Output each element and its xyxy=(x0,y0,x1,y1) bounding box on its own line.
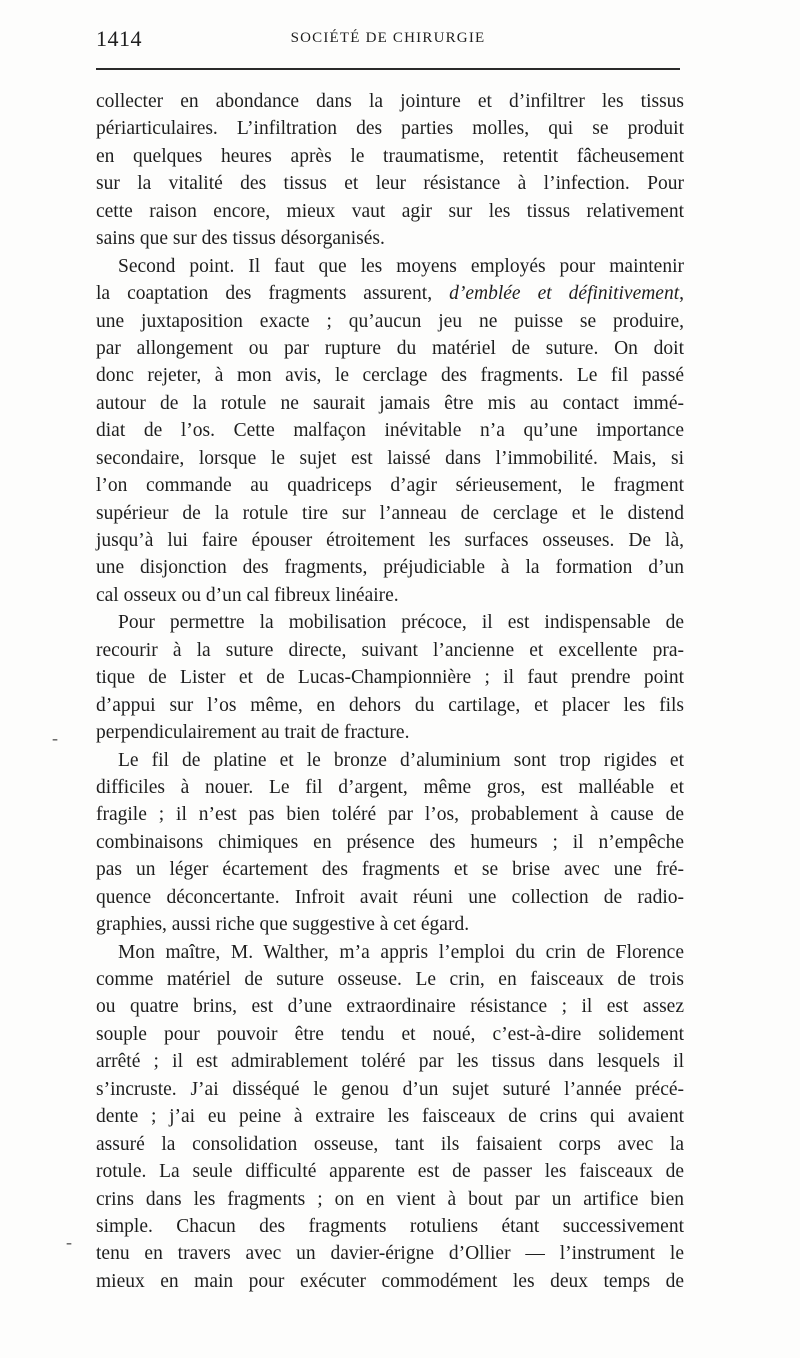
text-line: quence déconcertante. Infroit avait réuni une collection de radio- xyxy=(96,886,684,908)
text-line: recourir à la suture directe, suivant l’ancienne et excellente pra- xyxy=(96,639,684,661)
text-line: donc rejeter, à mon avis, le cerclage des fragments. Le fil passé xyxy=(96,365,684,387)
margin-mark: - xyxy=(52,728,58,748)
paragraph xyxy=(96,88,684,253)
page-header xyxy=(96,26,680,56)
text-line: difficiles à nouer. Le fil d’argent, même gros, est malléable et xyxy=(96,776,684,798)
text-line: périarticulaires. L’infiltration des parties molles, qui se produit xyxy=(96,118,684,140)
text-line: Mon maître, M. Walther, m’a appris l’emploi du crin de Florence xyxy=(118,941,684,963)
paragraph xyxy=(96,747,684,939)
paragraph xyxy=(96,939,684,1296)
text-line: en quelques heures après le traumatisme, retentit fâcheusement xyxy=(96,145,684,167)
text-line: perpendiculairement au trait de fracture. xyxy=(96,722,410,744)
text-line: cal osseux ou d’un cal fibreux linéaire. xyxy=(96,584,399,606)
margin-mark: - xyxy=(66,1232,72,1252)
emphasis: d’emblée et définitivement xyxy=(449,283,680,305)
text-line: tique de Lister et de Lucas-Championnière ; il faut prendre point xyxy=(96,667,684,689)
text-line: cette raison encore, mieux vaut agir sur les tissus relativement xyxy=(96,200,684,222)
text-line: arrêté ; il est admirablement toléré par les tissus dans lesquels il xyxy=(96,1051,684,1073)
text-line: graphies, aussi riche que suggestive à cet égard. xyxy=(96,914,470,936)
text-line: la coaptation des fragments assurent, d’emblée et définitivement, xyxy=(96,283,685,305)
text-line: souple pour pouvoir être tendu et noué, c’est-à-dire solidement xyxy=(96,1023,684,1045)
text-line: par allongement ou par rupture du matériel de suture. On doit xyxy=(96,337,684,359)
text-line: diat de l’os. Cette malfaçon inévitable n’a qu’une importance xyxy=(96,420,684,442)
paragraph xyxy=(96,609,684,746)
text-line: Pour permettre la mobilisation précoce, il est indispensable de xyxy=(118,612,684,634)
text-line: secondaire, lorsque le sujet est laissé dans l’immobilité. Mais, si xyxy=(96,447,684,469)
text-line: s’incruste. J’ai disséqué le genou d’un sujet suturé l’année précé- xyxy=(96,1078,684,1100)
text-line: ou quatre brins, est d’une extraordinaire résistance ; il est assez xyxy=(96,996,684,1018)
body-text xyxy=(96,88,684,1295)
text-line: dente ; j’ai eu peine à extraire les faisceaux de crins qui avaient xyxy=(96,1106,684,1128)
text-line: comme matériel de suture osseuse. Le crin, en faisceaux de trois xyxy=(96,969,684,990)
text-line: simple. Chacun des fragments rotuliens étant successivement xyxy=(96,1215,684,1237)
text-line: pas un léger écartement des fragments et se brise avec une fré- xyxy=(96,859,684,881)
text-line: sur la vitalité des tissus et leur résistance à l’infection. Pour xyxy=(96,173,684,195)
text-line: tenu en travers avec un davier-érigne d’Ollier — l’instrument le xyxy=(96,1243,684,1265)
text-line: collecter en abondance dans la jointure et d’infiltrer les tissus xyxy=(96,91,684,112)
text-line: Le fil de platine et le bronze d’aluminium sont trop rigides et xyxy=(118,749,684,771)
paragraph xyxy=(96,253,684,610)
text-line: autour de la rotule ne saurait jamais être mis au contact immé- xyxy=(96,392,684,414)
text-line: crins dans les fragments ; on en vient à bout par un artifice bien xyxy=(96,1188,684,1210)
text-line: l’on commande au quadriceps d’agir sérieusement, le fragment xyxy=(96,475,684,497)
text-line: d’appui sur l’os même, en dehors du cartilage, et placer les fils xyxy=(96,694,684,716)
text-line: sains que sur des tissus désorganisés. xyxy=(96,228,385,250)
page-number: 1414 xyxy=(96,26,142,51)
text-line: jusqu’à lui faire épouser étroitement les surfaces osseuses. De là, xyxy=(96,530,684,551)
text-line: assuré la consolidation osseuse, tant ils faisaient corps avec la xyxy=(96,1133,684,1155)
text-line: rotule. La seule difficulté apparente est de passer les faisceaux de xyxy=(96,1161,684,1183)
text-line: mieux en main pour exécuter commodément les deux temps de xyxy=(96,1270,684,1292)
text-line: une disjonction des fragments, préjudiciable à la formation d’un xyxy=(96,557,684,579)
text-line: combinaisons chimiques en présence des humeurs ; il n’empêche xyxy=(96,831,684,853)
text-line: supérieur de la rotule tire sur l’anneau de cerclage et le distend xyxy=(96,502,684,524)
running-title: SOCIÉTÉ DE CHIRURGIE xyxy=(290,30,486,46)
text-line: fragile ; il n’est pas bien toléré par l’os, probablement à cause de xyxy=(96,804,684,826)
header-rule xyxy=(96,68,680,70)
text-line: Second point. Il faut que les moyens employés pour maintenir xyxy=(118,255,684,277)
text-line: une juxtaposition exacte ; qu’aucun jeu ne puisse se produire, xyxy=(96,310,684,332)
